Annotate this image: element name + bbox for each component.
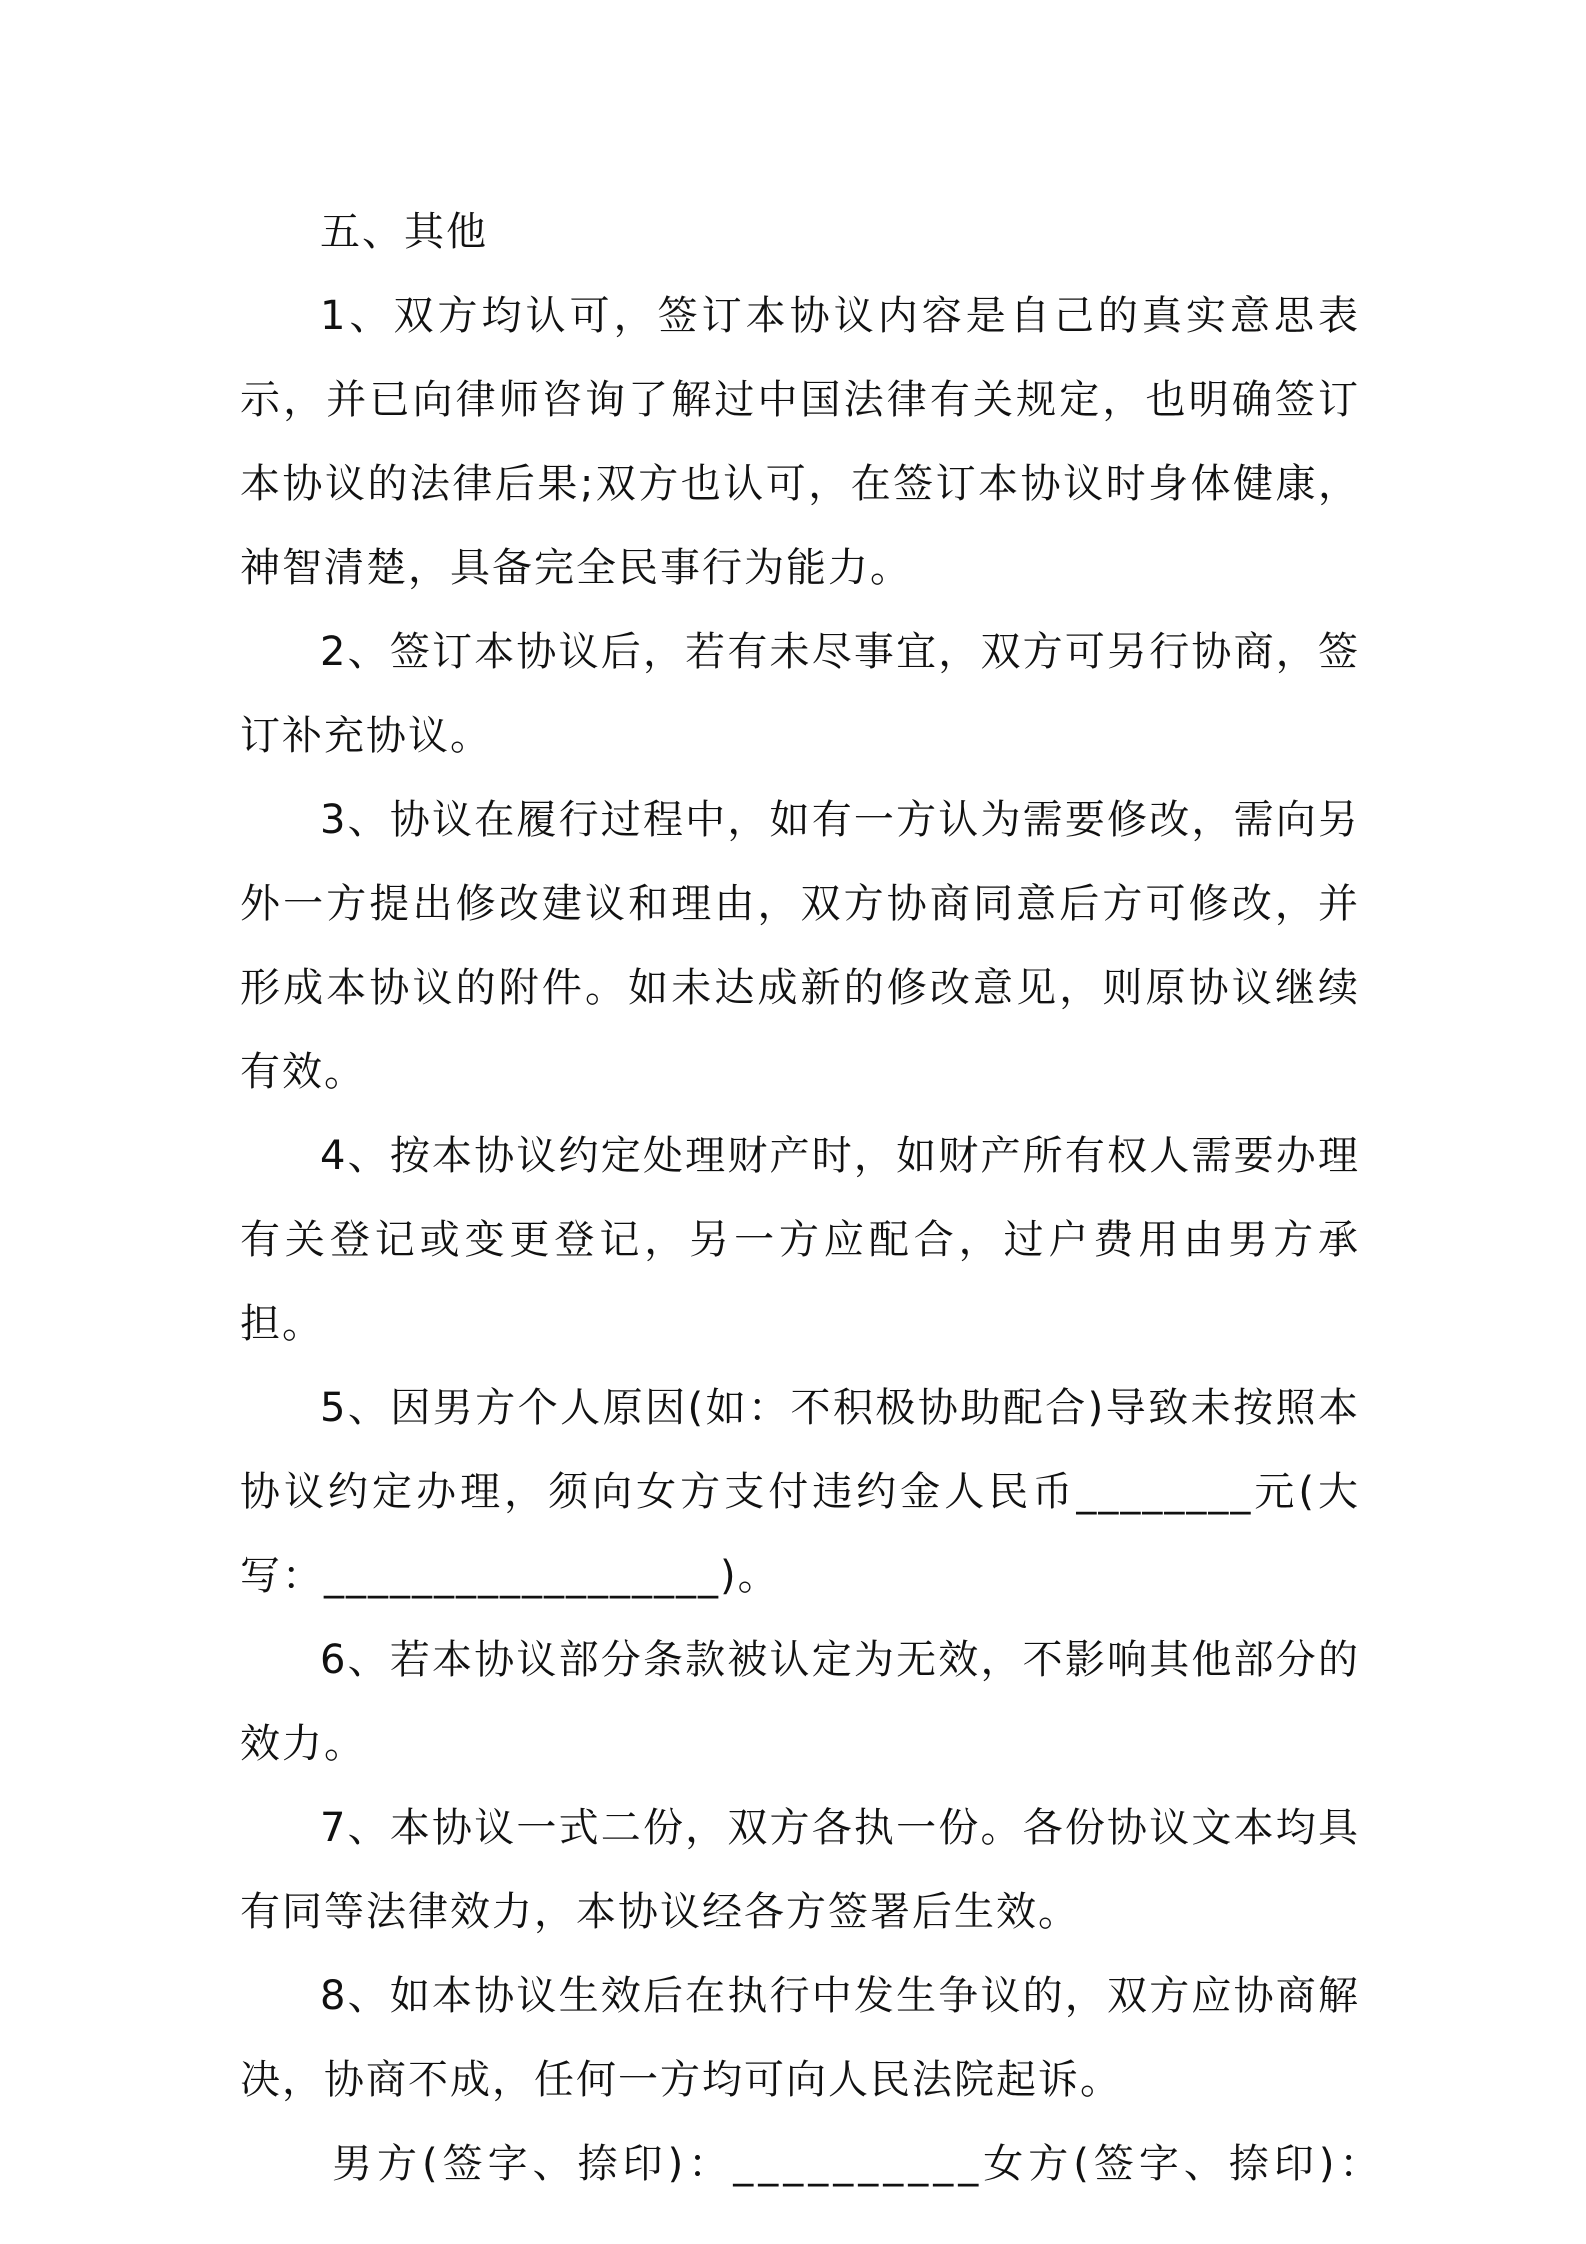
clause-5: 5、因男方个人原因(如：不积极协助配合)导致未按照本协议约定办理，须向女方支付违约金人民币________元(大写：__________________)。 [240,1385,1360,1599]
clause-1: 1、双方均认可，签订本协议内容是自己的真实意思表示，并已向律师咨询了解过中国法律有关规定，也明确签订本协议的法律后果;双方也认可，在签订本协议时身体健康，神智清楚，具备完全民事行为能力。 [240,293,1360,591]
clause-2: 2、签订本协议后，若有未尽事宜，双方可另行协商，签订补充协议。 [240,629,1360,759]
document-body [240,190,1385,2206]
signature-line: 男方(签字、捺印)：__________女方(签字、捺印)： [332,2141,1385,2187]
clause-6: 6、若本协议部分条款被认定为无效，不影响其他部分的效力。 [240,1637,1360,1767]
clause-8: 8、如本协议生效后在执行中发生争议的，双方应协商解决，协商不成，任何一方均可向人民法院起诉。 [240,1973,1360,2103]
clause-3: 3、协议在履行过程中，如有一方认为需要修改，需向另外一方提出修改建议和理由，双方协商同意后方可修改，并形成本协议的附件。如未达成新的修改意见，则原协议继续有效。 [240,797,1360,1095]
clause-4: 4、按本协议约定处理财产时，如财产所有权人需要办理有关登记或变更登记，另一方应配合，过户费用由男方承担。 [240,1133,1360,1347]
clause-7: 7、本协议一式二份，双方各执一份。各份协议文本均具有同等法律效力，本协议经各方签署后生效。 [240,1805,1360,1935]
section-title: 五、其他 [320,209,488,255]
